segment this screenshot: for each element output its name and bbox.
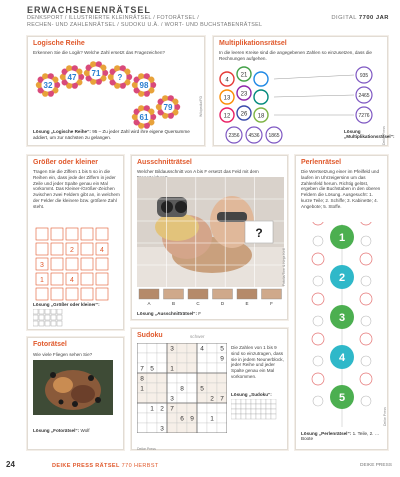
sudoku-cell — [167, 353, 177, 363]
sudoku-given: 9 — [220, 355, 224, 363]
sudoku-sol-cell — [271, 404, 276, 409]
ausschnitt-solution-text: F — [198, 311, 202, 316]
gk-sol-cell — [57, 309, 62, 314]
sudoku-sol-cell — [271, 409, 276, 414]
groesser-solution-label: Lösung „Größer oder kleiner“: — [33, 302, 100, 307]
sudoku-sol-cell — [246, 409, 251, 414]
bead-number: 3 — [338, 312, 346, 324]
multi-number: 13 — [223, 95, 231, 102]
groesser-title: Größer oder kleiner — [33, 159, 98, 166]
sudoku-sol-cell — [231, 409, 236, 414]
bead-letter-circle — [361, 236, 371, 246]
bead-letter-circle — [361, 316, 371, 326]
perlen-solution-label: Lösung „Perlenrätsel“: — [301, 431, 352, 436]
sudoku-cell — [177, 353, 187, 363]
multiplikation-title: Multiplikationsrätsel — [219, 40, 287, 47]
gk-given: 1 — [40, 277, 44, 284]
sudoku-cell — [137, 353, 147, 363]
gk-cell — [51, 228, 63, 240]
sudoku-title: Sudoku — [137, 332, 163, 339]
perlen-title: Perlenrätsel — [301, 159, 342, 166]
section-title: ERWACHSENENRÄTSEL — [27, 5, 151, 15]
multi-circle — [254, 72, 268, 86]
gk-cell — [51, 273, 63, 285]
sudoku-cell — [147, 343, 157, 353]
sudoku-cell — [197, 373, 207, 383]
fotoraetsel-solution-text: Wolf — [80, 428, 90, 433]
gk-sol-cell — [57, 315, 62, 320]
sudoku-sol-cell — [271, 399, 276, 404]
gk-cell — [96, 258, 108, 270]
groesser-solution-grid — [33, 309, 73, 329]
multiplikation-box — [213, 36, 395, 146]
bead-number: 4 — [338, 352, 346, 364]
bead-letter-circle — [360, 373, 372, 385]
sudoku-cell — [197, 413, 207, 423]
multi-number: 18 — [257, 113, 265, 120]
multi-number: 12 — [223, 113, 231, 120]
sudoku-cell — [137, 413, 147, 423]
gk-cell — [96, 288, 108, 300]
wreath-number: 79 — [163, 103, 173, 112]
sudoku-box — [131, 328, 288, 450]
logische-reihe-text: Erkennen Sie die Logik? Welche Zahl ersetzt das Fragezeichen? — [33, 50, 165, 55]
gk-cell — [51, 258, 63, 270]
sudoku-given: 7 — [220, 395, 224, 403]
sudoku-sol-cell — [246, 404, 251, 409]
sudoku-sol-cell — [241, 404, 246, 409]
bead-letter-circle — [312, 333, 324, 345]
page-header — [27, 5, 389, 29]
sudoku-sol-cell — [256, 414, 261, 419]
bead-number: 1 — [338, 232, 346, 244]
gk-cell — [36, 288, 48, 300]
sudoku-sol-cell — [261, 404, 266, 409]
sudoku-sol-cell — [241, 399, 246, 404]
sudoku-sol-cell — [251, 414, 256, 419]
sudoku-sol-cell — [241, 414, 246, 419]
gk-sol-cell — [51, 321, 56, 326]
sudoku-cell — [207, 423, 217, 433]
sudoku-sol-cell — [236, 404, 241, 409]
sudoku-solution — [231, 392, 272, 397]
perlen-box — [295, 155, 388, 450]
sudoku-cell — [157, 413, 167, 423]
gk-cell — [51, 288, 63, 300]
sudoku-cell — [217, 363, 227, 373]
bead-letter-circle — [360, 293, 372, 305]
thumb-letter: D — [220, 301, 225, 306]
gk-cell — [96, 228, 108, 240]
fly-photo — [33, 360, 113, 415]
wreath-number: 32 — [43, 81, 53, 90]
bead-letter-circle — [312, 222, 324, 225]
sudoku-cell — [217, 403, 227, 413]
footer-title-main: DEIKE PRESS RÄTSEL — [52, 463, 120, 469]
sudoku-credit: Deike Press — [137, 447, 156, 451]
sudoku-cell — [147, 393, 157, 403]
sudoku-grid — [137, 343, 227, 433]
gk-given: 3 — [40, 262, 44, 269]
sudoku-sol-cell — [251, 404, 256, 409]
gk-sol-cell — [33, 321, 38, 326]
sudoku-cell — [177, 373, 187, 383]
sudoku-cell — [187, 363, 197, 373]
sudoku-given: 5 — [200, 385, 204, 393]
sudoku-sol-cell — [231, 404, 236, 409]
sudoku-sol-cell — [271, 414, 276, 419]
bead-number: 5 — [338, 392, 346, 404]
ausschnitt-box — [131, 155, 288, 320]
bead-letter-circle — [313, 236, 323, 246]
sudoku-sol-cell — [261, 399, 266, 404]
bead-letter-circle — [312, 293, 324, 305]
multi-line — [274, 75, 354, 79]
groesser-box — [27, 155, 124, 330]
logische-reihe-solution — [33, 129, 201, 141]
sudoku-sol-cell — [266, 414, 271, 419]
sudoku-cell — [197, 363, 207, 373]
multi-result: 2356 — [228, 133, 240, 139]
gk-cell — [36, 228, 48, 240]
page-footer — [0, 457, 400, 477]
logische-reihe-credit: Wikipedia/PD — [199, 95, 203, 117]
bead-letter-circle — [360, 222, 372, 225]
logische-reihe-box — [27, 36, 205, 146]
sudoku-cell — [137, 343, 147, 353]
bead-letter-circle — [312, 253, 324, 265]
gk-cell — [66, 288, 78, 300]
fotoraetsel-solution — [33, 428, 121, 434]
multiplikation-credit: Deike Press — [382, 126, 386, 145]
sudoku-cell — [167, 423, 177, 433]
gk-sol-cell — [39, 321, 44, 326]
sudoku-given: 3 — [160, 425, 164, 433]
logische-reihe-solution-label: Lösung „Logische Reihe“: — [33, 129, 91, 134]
sudoku-cell — [207, 373, 217, 383]
bead-letter-circle — [312, 373, 324, 385]
sudoku-given: 8 — [140, 375, 144, 383]
groesser-solution — [33, 302, 100, 307]
gk-sol-cell — [33, 315, 38, 320]
gk-sol-cell — [51, 309, 56, 314]
sudoku-cell — [157, 353, 167, 363]
sudoku-sol-cell — [236, 399, 241, 404]
sudoku-cell — [177, 423, 187, 433]
sudoku-cell — [217, 423, 227, 433]
bead-letter-circle — [313, 316, 323, 326]
sudoku-cell — [147, 383, 157, 393]
gk-sol-cell — [33, 309, 38, 314]
sudoku-sol-cell — [266, 404, 271, 409]
thumb-letter: E — [245, 301, 249, 306]
sudoku-cell — [197, 353, 207, 363]
sudoku-given: 9 — [190, 415, 194, 423]
sudoku-cell — [147, 353, 157, 363]
sudoku-solution-grid — [231, 399, 281, 444]
multi-result: 1865 — [268, 133, 280, 139]
fotoraetsel-solution-label: Lösung „Fotorätsel“: — [33, 428, 80, 433]
bead-letter-circle — [313, 396, 323, 406]
sudoku-solution-label: Lösung „Sudoku“: — [231, 392, 272, 397]
sudoku-cell — [177, 363, 187, 373]
thumb-option — [213, 289, 233, 299]
sudoku-given: 1 — [210, 415, 214, 423]
sudoku-cell — [137, 423, 147, 433]
page-number: 24 — [6, 460, 15, 469]
bead-letter-circle — [313, 356, 323, 366]
sudoku-cell — [207, 403, 217, 413]
question-mark: ? — [255, 226, 263, 240]
sudoku-cell — [217, 413, 227, 423]
sudoku-given: 5 — [220, 345, 224, 353]
multiplikation-text: In die leeren Kreise sind die angegebenen Zahlen so einzusetzen, dass die Rechnungen aufgehen. — [219, 50, 372, 61]
gk-sol-cell — [51, 315, 56, 320]
sudoku-given: 4 — [200, 345, 204, 353]
digital-code — [331, 15, 389, 21]
sudoku-cell — [187, 383, 197, 393]
sudoku-cell — [157, 373, 167, 383]
ausschnitt-title: Ausschnitträtsel — [137, 159, 192, 166]
multi-number: 23 — [240, 91, 248, 98]
gk-cell — [81, 258, 93, 270]
sudoku-cell — [147, 423, 157, 433]
gk-sol-cell — [45, 315, 50, 320]
bead-puzzle — [296, 222, 389, 442]
ausschnitt-solution — [137, 311, 201, 316]
gk-given: 4 — [100, 247, 104, 254]
sudoku-given: 7 — [170, 405, 174, 413]
sudoku-sol-cell — [261, 409, 266, 414]
perlen-solution — [301, 431, 385, 442]
ausschnitt-text: Welcher Bildausschnitt von A bis F ersetzt das Feld mit dem — [137, 169, 259, 174]
sudoku-cell — [207, 353, 217, 363]
multiplikation-solution-label: Lösung „Multiplikationsrätsel“: — [344, 129, 395, 140]
sudoku-sol-cell — [256, 409, 261, 414]
footer-title-sub: 770 HERBST — [121, 463, 159, 469]
section-subtitle-1: DENKSPORT / ILLUSTRIERTE KLEINRÄTSEL / FOTORÄTSEL / — [27, 15, 200, 21]
sudoku-cell — [217, 373, 227, 383]
sudoku-difficulty: schwer — [190, 334, 205, 339]
bead-letter-circle — [361, 356, 371, 366]
photo-grid — [137, 177, 284, 307]
section-subtitle-2: RECHEN- UND ZAHLENRÄTSEL / SUDOKU U.Ä. / WORT- UND BUCHSTABENRÄTSEL — [27, 22, 263, 28]
sudoku-sol-cell — [246, 399, 251, 404]
multi-number: 26 — [240, 111, 248, 118]
fotoraetsel-box — [27, 337, 124, 450]
thumb-letter: F — [270, 301, 273, 306]
perlen-text: Die Wertsetzung einer im Pfeilfeld und laufen im Uhrzeigersinn um das Zahlenfeld herum. Richtig gelöst, ergeben die Buchstaben in den oberen Feldern die Lösung. Ausgesucht: 1. kurze Teile; 2. Schiffe; 3. Kabinette; 4. Angebote; 5. Stoffe. — [301, 169, 381, 209]
sudoku-sol-cell — [231, 414, 236, 419]
bead-letter-circle — [360, 333, 372, 345]
thumb-option — [237, 289, 257, 299]
gk-sol-cell — [39, 315, 44, 320]
thumb-letter: C — [196, 301, 200, 306]
gk-given: 4 — [70, 277, 74, 284]
gk-cell — [81, 273, 93, 285]
sudoku-cell — [187, 353, 197, 363]
thumb-option — [164, 289, 184, 299]
footer-brand: DEIKE PRESS — [360, 463, 392, 468]
sudoku-cell — [217, 383, 227, 393]
wreath-number: 61 — [139, 113, 149, 122]
bead-number: 2 — [338, 272, 346, 284]
wreath-number: 71 — [91, 69, 101, 78]
perlen-solution-text: 1. Teile, 2. … Boote — [301, 431, 380, 442]
sudoku-text: Die Zahlen von 1 bis 9 sind so einzutragen, dass sie in jedem Neunerblock, jeder Reihe und jeder Spalte genau ein Mal vorkommen. — [231, 345, 284, 379]
thumb-letter: B — [171, 301, 176, 306]
sudoku-given: 7 — [140, 365, 144, 373]
sudoku-cell — [167, 383, 177, 393]
sudoku-cell — [197, 423, 207, 433]
sudoku-cell — [207, 343, 217, 353]
gk-cell — [81, 243, 93, 255]
gk-cell — [81, 228, 93, 240]
gk-cell — [51, 243, 63, 255]
footer-title — [52, 463, 159, 469]
sudoku-sol-cell — [236, 414, 241, 419]
sudoku-cell — [197, 393, 207, 403]
sudoku-cell — [137, 393, 147, 403]
logische-reihe-solution-text: 95 – Zu jeder Zahl wird ihre eigene Quersumme addiert, um zur nächsten zu gelangen. — [33, 129, 190, 140]
fotoraetsel-text: Wie viele Fliegen sehen Sie? — [33, 352, 93, 357]
sudoku-cell — [167, 373, 177, 383]
wreath-series — [28, 59, 206, 139]
fotoraetsel-title: Fotorätsel — [33, 341, 67, 348]
gk-sol-cell — [45, 309, 50, 314]
bead-letter-circle — [360, 253, 372, 265]
sudoku-cell — [177, 393, 187, 403]
digital-code-value: 7700 JAR — [358, 15, 389, 21]
gk-cell — [96, 273, 108, 285]
sudoku-cell — [147, 373, 157, 383]
sudoku-cell — [187, 403, 197, 413]
sudoku-given: 1 — [150, 405, 154, 413]
sudoku-given: 2 — [210, 395, 214, 403]
sudoku-sol-cell — [251, 399, 256, 404]
sudoku-given: 1 — [140, 385, 144, 393]
gk-sol-cell — [45, 321, 50, 326]
sudoku-cell — [207, 383, 217, 393]
sudoku-cell — [137, 403, 147, 413]
multi-circle — [254, 90, 268, 104]
wreath-number: 98 — [139, 81, 149, 90]
multi-line — [274, 95, 354, 97]
thumb-option — [139, 289, 159, 299]
ausschnitt-credit: Fotolia/Tom & Ninja Kirill — [282, 248, 286, 286]
sudoku-sol-cell — [256, 399, 261, 404]
gk-sol-cell — [57, 321, 62, 326]
gk-cell — [66, 258, 78, 270]
sudoku-sol-cell — [246, 414, 251, 419]
sudoku-given: 6 — [180, 415, 184, 423]
sudoku-sol-cell — [256, 404, 261, 409]
sudoku-given: 1 — [170, 365, 174, 373]
sudoku-given: 5 — [150, 365, 154, 373]
multi-result: 4536 — [248, 133, 260, 139]
wreath-number: ? — [117, 73, 123, 82]
sudoku-sol-cell — [236, 409, 241, 414]
sudoku-cell — [207, 363, 217, 373]
gk-sol-cell — [39, 309, 44, 314]
sudoku-given: 3 — [170, 395, 174, 403]
thumb-option — [262, 289, 282, 299]
sudoku-cell — [157, 343, 167, 353]
multi-result: 7276 — [358, 113, 370, 119]
gk-cell — [36, 243, 48, 255]
bead-letter-circle — [361, 276, 371, 286]
sudoku-given: 2 — [160, 405, 164, 413]
sudoku-cell — [157, 363, 167, 373]
groesser-text: Tragen Sie die Ziffern 1 bis 5 so in die Reihen ein, dass jede der Ziffern in jeder Zeile und jeder Spalte genau ein Mal vorkommt. Das Kleiner-/Größer-Zeichen zwischen zwei Feldern gibt an, in welchem der Felder die kleinere bzw. größere Zahl steht. — [33, 169, 120, 209]
sudoku-cell — [187, 343, 197, 353]
bead-letter-circle — [313, 276, 323, 286]
thumb-letter: A — [147, 301, 151, 306]
sudoku-sol-cell — [241, 409, 246, 414]
gk-cell — [66, 228, 78, 240]
ausschnitt-solution-label: Lösung „Ausschnitträtsel“: — [137, 311, 197, 316]
gk-cell — [81, 288, 93, 300]
multi-result: 2465 — [358, 93, 370, 99]
sudoku-cell — [157, 383, 167, 393]
sudoku-cell — [187, 393, 197, 403]
sudoku-cell — [177, 343, 187, 353]
digital-label: DIGITAL — [331, 15, 357, 21]
bead-letter-circle — [361, 396, 371, 406]
wreath-number: 47 — [67, 73, 77, 82]
sudoku-cell — [157, 393, 167, 403]
multi-result: 935 — [359, 73, 369, 79]
sudoku-cell — [177, 403, 187, 413]
sudoku-cell — [197, 403, 207, 413]
multi-number: 21 — [240, 72, 248, 79]
sudoku-sol-cell — [266, 409, 271, 414]
perlen-credit: Deike Press — [383, 407, 387, 426]
sudoku-cell — [167, 413, 177, 423]
sudoku-sol-cell — [231, 399, 236, 404]
multi-number: 4 — [225, 77, 229, 84]
sudoku-sol-cell — [266, 399, 271, 404]
sudoku-sol-cell — [261, 414, 266, 419]
sudoku-given: 3 — [170, 345, 174, 353]
logische-reihe-title: Logische Reihe — [33, 40, 85, 47]
thumb-option — [188, 289, 208, 299]
sudoku-sol-cell — [251, 409, 256, 414]
gk-given: 2 — [70, 247, 74, 254]
sudoku-cell — [187, 423, 197, 433]
sudoku-cell — [187, 373, 197, 383]
sudoku-cell — [147, 413, 157, 423]
sudoku-given: 8 — [180, 385, 184, 393]
